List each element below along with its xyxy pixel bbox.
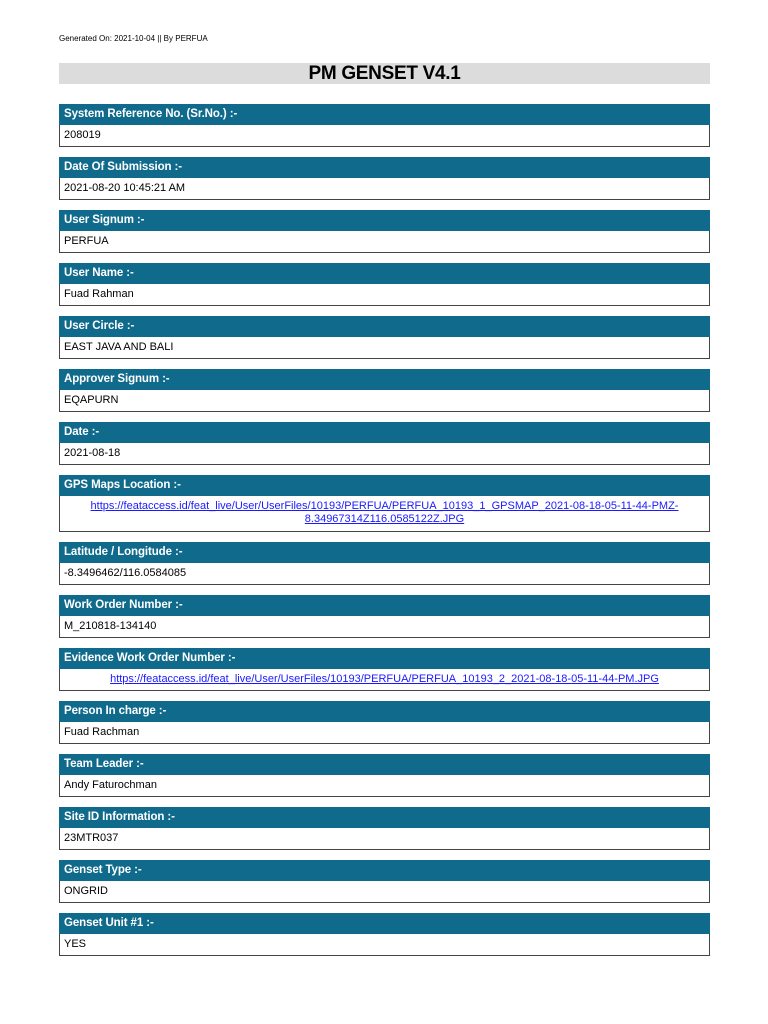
field-user-name [59,263,710,306]
field-value: -8.3496462/116.0584085 [59,563,710,585]
gps-map-link[interactable] [91,500,679,525]
field-label: System Reference No. (Sr.No.) :- [59,104,710,125]
gps-map-link-line2: 8.34967314Z116.0585122Z.JPG [304,513,465,525]
field-site-id-information [59,807,710,850]
field-user-circle [59,316,710,359]
field-value: 23MTR037 [59,828,710,850]
field-label: Person In charge :- [59,701,710,722]
field-value: PERFUA [59,231,710,253]
field-value: 208019 [59,125,710,147]
field-user-signum [59,210,710,253]
field-label: Site ID Information :- [59,807,710,828]
field-approver-signum [59,369,710,412]
field-value: Fuad Rahman [59,284,710,306]
field-person-in-charge [59,701,710,744]
field-gps-maps-location [59,475,710,532]
field-value: 2021-08-20 10:45:21 AM [59,178,710,200]
field-value: ONGRID [59,881,710,903]
field-team-leader [59,754,710,797]
field-genset-type [59,860,710,903]
field-latitude-longitude [59,542,710,585]
field-date [59,422,710,465]
field-label: Genset Unit #1 :- [59,913,710,934]
field-value: Andy Faturochman [59,775,710,797]
field-label: Evidence Work Order Number :- [59,648,710,669]
field-value: EAST JAVA AND BALI [59,337,710,359]
field-label: Genset Type :- [59,860,710,881]
field-label: Team Leader :- [59,754,710,775]
field-value [59,669,710,691]
field-value [59,496,710,532]
field-label: Date :- [59,422,710,443]
gps-map-link-line1: https://feataccess.id/feat_live/User/UserFiles/10193/PERFUA/PERFUA_10193_1_GPSMAP_2021-08-18-05-11-44-PMZ- [90,500,679,512]
page-title: PM GENSET V4.1 [59,63,710,84]
field-value: EQAPURN [59,390,710,412]
generated-on-line: Generated On: 2021-10-04 || By PERFUA [59,34,208,43]
evidence-work-order-link[interactable]: https://feataccess.id/feat_live/User/UserFiles/10193/PERFUA/PERFUA_10193_2_2021-08-18-05-11-44-PM.JPG [110,673,659,685]
field-date-of-submission [59,157,710,200]
field-label: User Signum :- [59,210,710,231]
field-work-order-number [59,595,710,638]
field-label: Date Of Submission :- [59,157,710,178]
field-label: User Name :- [59,263,710,284]
field-label: Approver Signum :- [59,369,710,390]
field-label: User Circle :- [59,316,710,337]
form-fields [59,104,710,956]
field-label: Latitude / Longitude :- [59,542,710,563]
field-value: YES [59,934,710,956]
field-value: M_210818-134140 [59,616,710,638]
field-system-reference [59,104,710,147]
field-genset-unit-1 [59,913,710,956]
field-value: 2021-08-18 [59,443,710,465]
field-evidence-work-order-number [59,648,710,691]
field-label: Work Order Number :- [59,595,710,616]
field-label: GPS Maps Location :- [59,475,710,496]
field-value: Fuad Rachman [59,722,710,744]
